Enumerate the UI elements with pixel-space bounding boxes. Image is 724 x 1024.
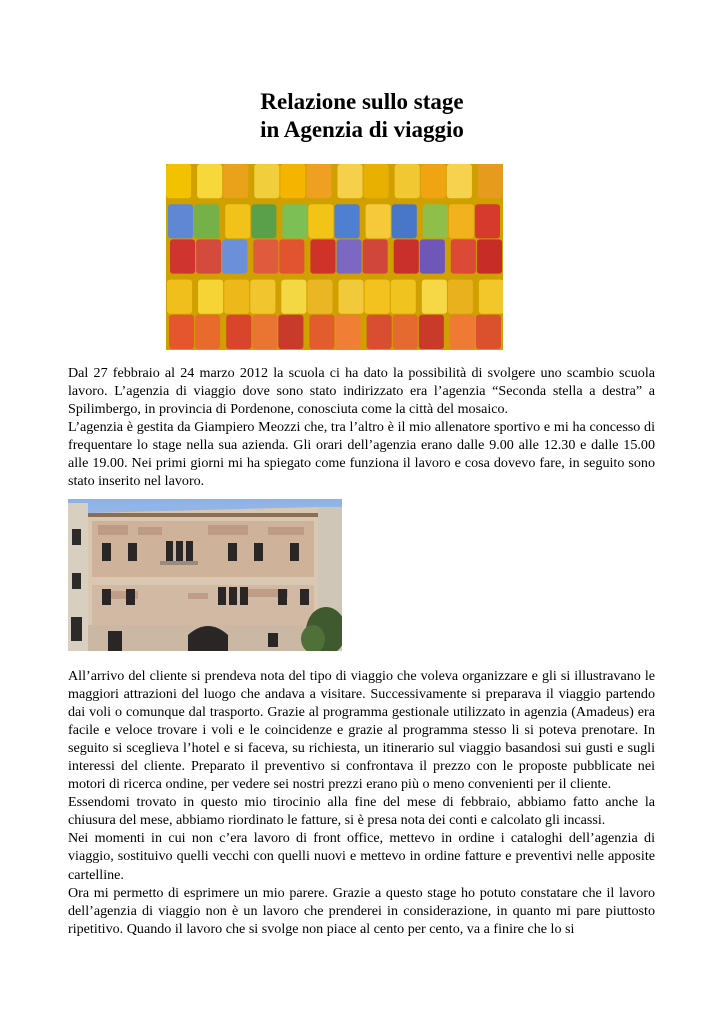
mosaic-tile [451, 239, 476, 273]
paragraph: Nei momenti in cui non c’era lavoro di front office, mettevo in ordine i cataloghi dell’agenzia di viaggio, sostituivo quelli vecchi con quelli nuovi e mettevo in ordine fatture e preventivi nelle apposite cartelline. [68, 830, 655, 883]
mosaic-tile [278, 315, 303, 349]
mosaic-tile [279, 239, 304, 273]
intro-text [68, 364, 655, 490]
mosaic-tile [166, 164, 191, 198]
mosaic-tile [391, 280, 416, 314]
mosaic-tile [363, 239, 388, 273]
document-title [0, 88, 724, 144]
paragraph: Ora mi permetto di esprimere un mio parere. Grazie a questo stage ho potuto constatare che il lavoro dell’agenzia di viaggio non è un lavoro che prenderei in considerazione, in quanto mi pare piuttosto ripetitivo. Quando il lavoro che si svolge non piace al cento per cento, va a finire che lo si [68, 884, 655, 937]
paragraph: L’agenzia è gestita da Giampiero Meozzi che, tra l’altro è il mio allenatore sportivo e mi ha concesso di frequentare lo stage nella sua azienda. Gli orari dell’agenzia erano dalle 9.00 alle 12.30 e dalle 15.00 alle 19.00. Nei primi giorni mi ha spiegato come funziona il lavoro e cosa dovevo fare, in seguito sono stato inserito nel lavoro. [68, 419, 655, 490]
paragraph: All’arrivo del cliente si prendeva nota del tipo di viaggio che voleva organizzare e gli si illustravano le maggiori attrazioni del luogo che andava a visitare. Successivamente si preparava il viaggio partendo dai voli o comunque dal trasporto. Grazie al programma gestionale utilizzato in agenzia (Amadeus) era facile e veloce trovare i voli e le coincidenze e grazie al programma stesso li si poteva prenotare. In seguito si sceglieva l’hotel e si faceva, su richiesta, un itinerario sul viaggio basandosi sui gusti e sugli interessi del cliente. Preparato il preventivo si confrontava il prezzo con le proposte pubblicate nei motori di ricerca ondine, per vedere sei nostri prezzi erano più o meno convenienti per il cliente. [68, 668, 655, 793]
mosaic-tile [309, 315, 334, 349]
mosaic-tile [449, 204, 474, 238]
paragraph: Dal 27 febbraio al 24 marzo 2012 la scuola ci ha dato la possibilità di svolgere uno scambio scuola lavoro. L’agenzia di viaggio dove sono stato indirizzato era l’agenzia “Seconda stella a destra” a Spilimbergo, in provincia di Pordenone, conosciuta come la città del mosaico. [68, 365, 655, 418]
mosaic-tile [198, 280, 223, 314]
mosaic-tile [224, 280, 249, 314]
mosaic-tile [479, 280, 503, 314]
mosaic-tile [170, 239, 195, 273]
mosaic-tile [447, 164, 472, 198]
mosaic-tile [282, 204, 307, 238]
mosaic-tile [226, 315, 251, 349]
mosaic-tile [476, 315, 501, 349]
mosaic-tile [307, 280, 332, 314]
mosaic-tile [366, 204, 391, 238]
mosaic-tile [364, 164, 389, 198]
mosaic-tile [423, 204, 448, 238]
mosaic-tile [310, 239, 335, 273]
title-line-1: Relazione sullo stage [260, 89, 464, 114]
mosaic-tile [337, 239, 362, 273]
mosaic-tile [196, 239, 221, 273]
mosaic-tile [477, 239, 502, 273]
mosaic-tile [250, 280, 275, 314]
mosaic-tile [392, 204, 417, 238]
mosaic-tile [169, 315, 194, 349]
mosaic-tile [197, 164, 222, 198]
mosaic-tile [421, 164, 446, 198]
palace-facade-icon [68, 499, 342, 651]
mosaic-tiles-icon [166, 164, 503, 350]
mosaic-tile [168, 204, 193, 238]
mosaic-tile [419, 315, 444, 349]
mosaic-tile [280, 164, 305, 198]
mosaic-tile [365, 280, 390, 314]
mosaic-tile [253, 239, 278, 273]
mosaic-tile [222, 239, 247, 273]
mosaic-tile [475, 204, 500, 238]
mosaic-tile [393, 315, 418, 349]
mosaic-tile [195, 315, 220, 349]
mosaic-tile [395, 164, 420, 198]
title-line-2: in Agenzia di viaggio [260, 117, 464, 142]
mosaic-tile [338, 164, 363, 198]
mosaic-tile [223, 164, 248, 198]
mosaic-tile [394, 239, 419, 273]
mosaic-tile [367, 315, 392, 349]
mosaic-tile [339, 280, 364, 314]
mosaic-tile [336, 315, 361, 349]
mosaic-image [166, 164, 503, 350]
mosaic-tile [251, 204, 276, 238]
mosaic-tile [254, 164, 279, 198]
mosaic-tile [420, 239, 445, 273]
mosaic-tile [252, 315, 277, 349]
mosaic-tile [422, 280, 447, 314]
mosaic-tile [194, 204, 219, 238]
mosaic-tile [167, 280, 192, 314]
mosaic-tile [306, 164, 331, 198]
mosaic-tile [225, 204, 250, 238]
mosaic-tile [308, 204, 333, 238]
paragraph: Essendomi trovato in questo mio tirocinio alla fine del mese di febbraio, abbiamo fatto anche la chiusura del mese, abbiamo riordinato le fatture, si è presa nota dei conti e calcolato gli incassi. [68, 794, 655, 829]
mosaic-tile [335, 204, 360, 238]
mosaic-tile [450, 315, 475, 349]
building-photo [68, 499, 342, 651]
mosaic-tile [281, 280, 306, 314]
mosaic-tile [478, 164, 503, 198]
mosaic-tile [448, 280, 473, 314]
body-text [68, 667, 655, 938]
